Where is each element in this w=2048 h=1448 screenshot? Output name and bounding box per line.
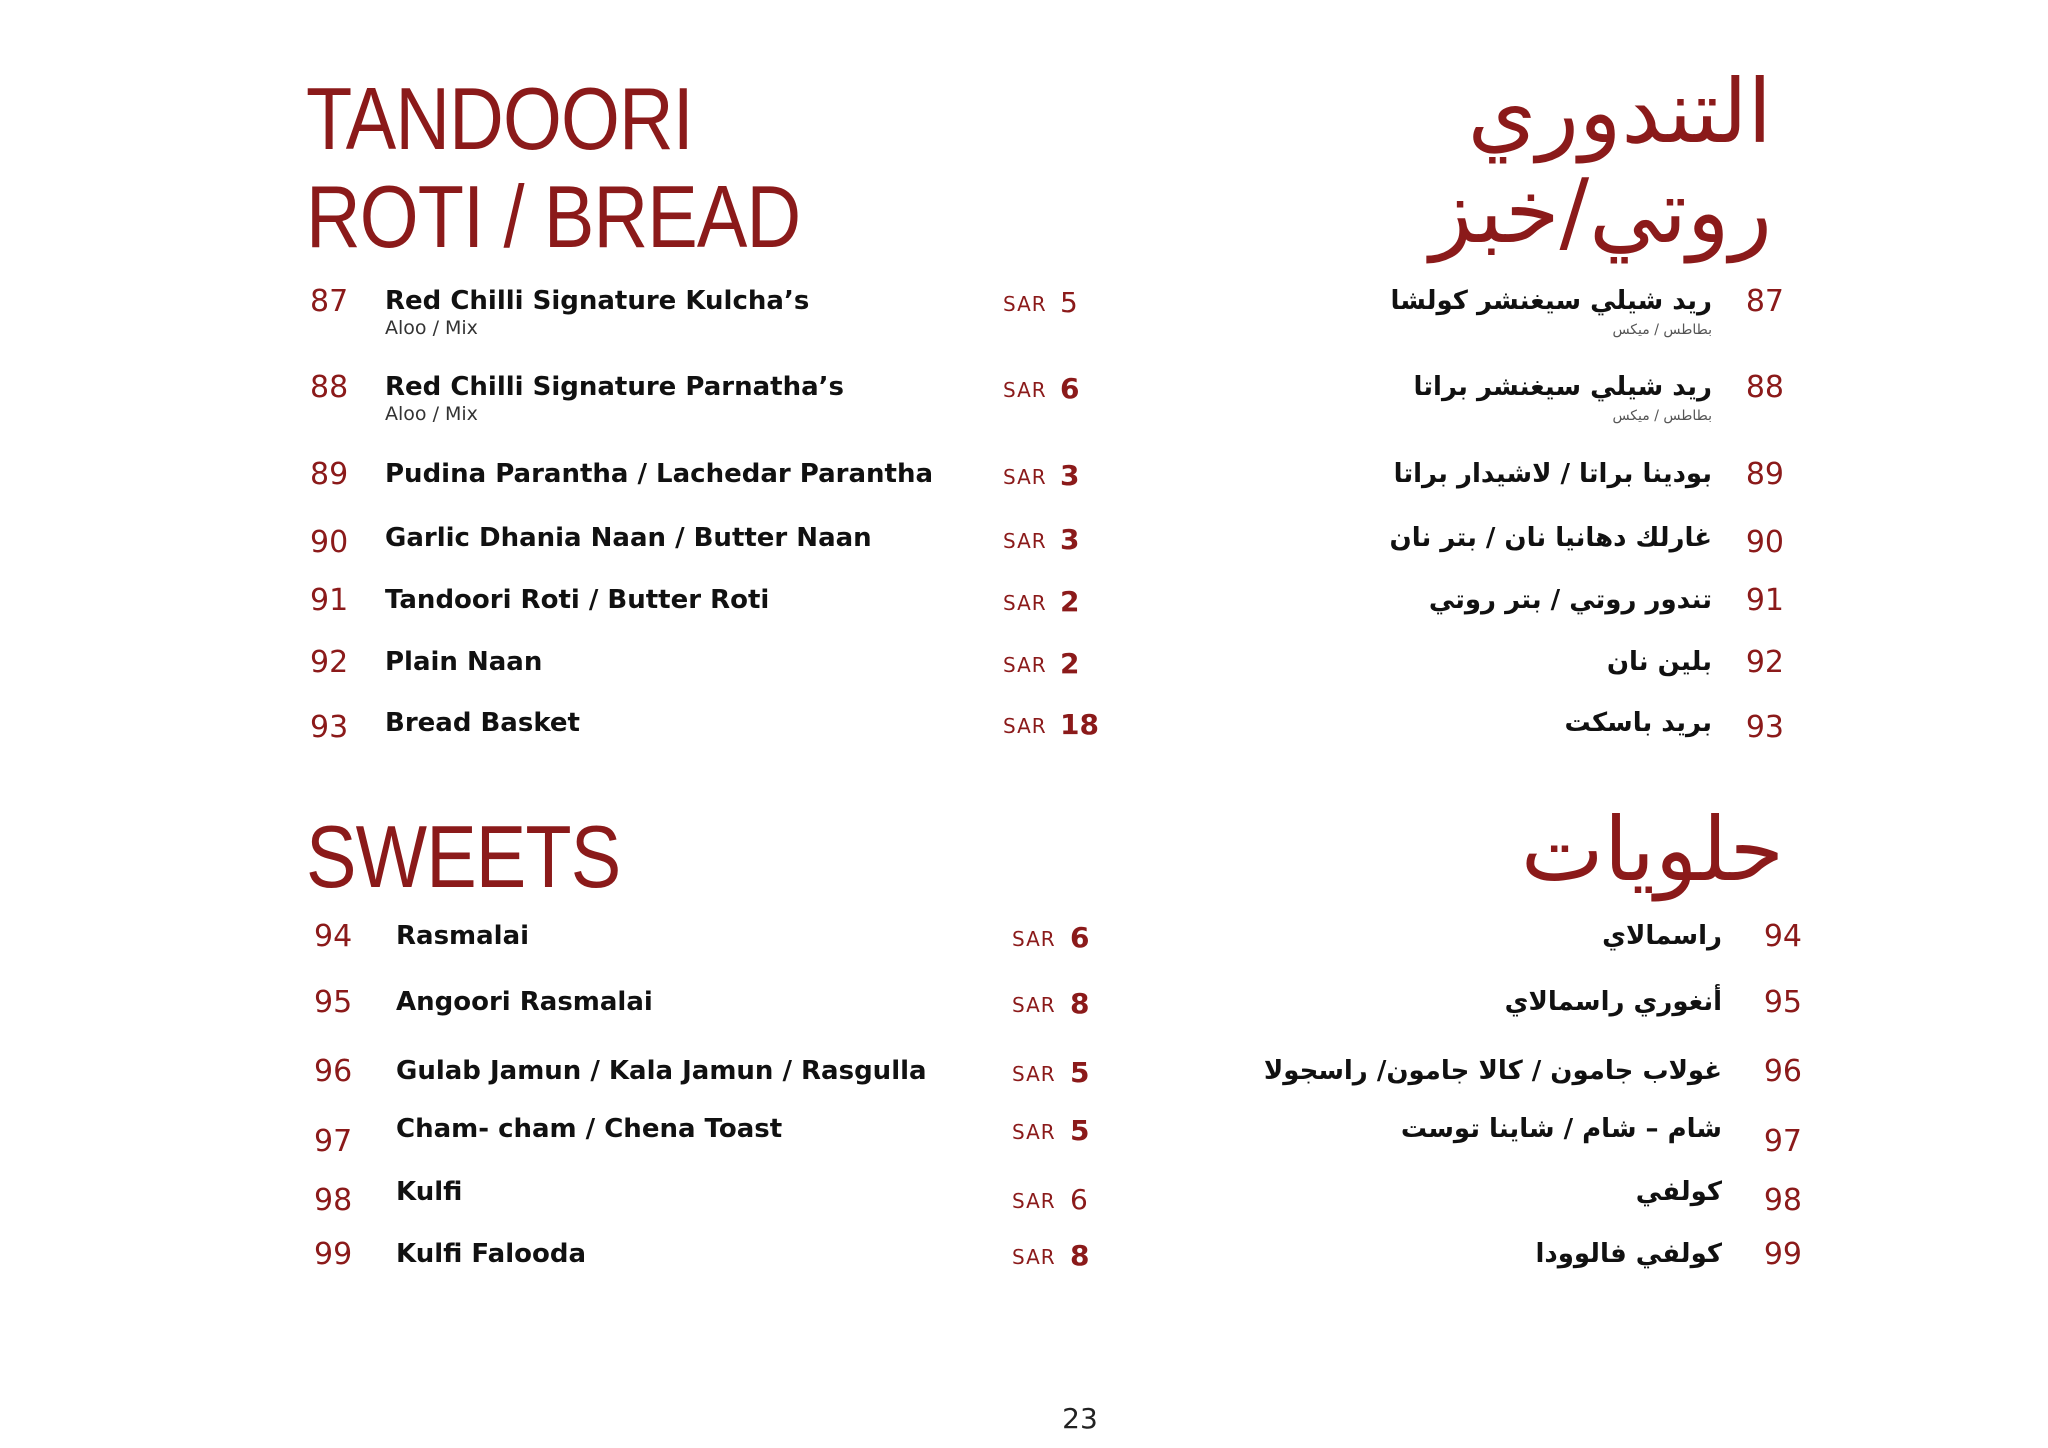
item-number: 89 [310,457,349,492]
currency-label: SAR [1003,378,1047,402]
item-name: Red Chilli Signature Parnatha’s [385,372,844,402]
section-title-sweets-arabic: حلويات [1520,798,1784,901]
item-price: 5 [1070,1114,1090,1147]
item-name-arabic: بلين نان [1606,647,1712,677]
item-number: 91 [310,583,349,618]
currency-label: SAR [1003,529,1047,553]
item-name: Red Chilli Signature Kulcha’s [385,286,810,316]
item-name: Kulfi [396,1177,463,1207]
item-price: 2 [1060,585,1080,618]
menu-item-91 [0,582,2048,632]
item-price: 3 [1060,459,1080,492]
item-name-arabic: كولفي [1635,1177,1722,1207]
item-name-arabic: أنغوري راسمالاي [1504,987,1722,1017]
item-name: Kulfi Falooda [396,1239,587,1269]
item-name-arabic: كولفي فالوودا [1535,1239,1722,1269]
item-number: 99 [314,1237,353,1272]
currency-label: SAR [1003,292,1047,316]
item-price: 8 [1070,987,1090,1020]
section-title-tandoori-arabic [1430,62,1772,262]
menu-item-88 [0,369,2048,425]
item-number: 98 [314,1183,353,1218]
currency-label: SAR [1012,993,1056,1017]
menu-item-93 [0,705,2048,755]
item-name-arabic: تندور روتي / بتر روتي [1428,585,1712,615]
item-number-arabic-side: 93 [1745,710,1784,745]
item-name-arabic: بريد باسكت [1564,708,1712,738]
item-number: 92 [310,645,349,680]
currency-label: SAR [1003,591,1047,615]
item-price: 6 [1070,1183,1088,1216]
item-price: 8 [1070,1239,1090,1272]
currency-label: SAR [1012,1120,1056,1144]
item-name: Bread Basket [385,708,580,738]
menu-item-90 [0,520,2048,570]
item-number-arabic-side: 88 [1745,370,1784,405]
section-title-tandoori-line2: ROTI / BREAD [306,167,801,266]
currency-label: SAR [1012,1062,1056,1086]
section-title-tandoori [306,70,800,266]
menu-item-92 [0,644,2048,694]
item-name: Pudina Parantha / Lachedar Parantha [385,459,934,489]
item-name: Garlic Dhania Naan / Butter Naan [385,523,872,553]
menu-item-89 [0,456,2048,506]
item-number-arabic-side: 96 [1763,1054,1802,1089]
section-title-tandoori-arabic-line1: التندوري [1467,60,1772,163]
currency-label: SAR [1003,653,1047,677]
item-number: 94 [314,919,353,954]
currency-label: SAR [1012,1189,1056,1213]
item-variant: Aloo / Mix [385,317,478,339]
item-number-arabic-side: 90 [1745,525,1784,560]
item-number-arabic-side: 99 [1763,1237,1802,1272]
menu-item-96 [0,1053,2048,1103]
item-price: 5 [1060,286,1078,319]
menu-item-87 [0,283,2048,339]
section-title-tandoori-line1: TANDOORI [306,69,693,168]
item-number-arabic-side: 98 [1763,1183,1802,1218]
item-variant-arabic: بطاطس / ميكس [1612,322,1712,338]
item-variant-arabic: بطاطس / ميكس [1612,408,1712,424]
item-price: 6 [1070,921,1090,954]
menu-item-98 [0,1174,2048,1224]
item-number: 96 [314,1054,353,1089]
currency-label: SAR [1003,714,1047,738]
currency-label: SAR [1012,1245,1056,1269]
item-name-arabic: غارلك دهانيا نان / بتر نان [1389,523,1712,553]
item-number: 97 [314,1124,353,1159]
item-number: 88 [310,370,349,405]
menu-item-94 [0,918,2048,968]
item-price: 6 [1060,372,1080,405]
item-price: 18 [1060,708,1099,741]
section-title-tandoori-arabic-line2: روتي/خبز [1430,160,1772,263]
item-number-arabic-side: 89 [1745,457,1784,492]
item-name: Plain Naan [385,647,543,677]
item-name-arabic: راسمالاي [1602,921,1722,951]
item-name-arabic: بودينا براتا / لاشيدار براتا [1393,459,1712,489]
item-number: 87 [310,284,349,319]
currency-label: SAR [1012,927,1056,951]
menu-item-97 [0,1111,2048,1161]
item-number: 93 [310,710,349,745]
currency-label: SAR [1003,465,1047,489]
item-name-arabic: ريد شيلي سيغنشر براتا [1413,372,1712,402]
item-price: 2 [1060,647,1080,680]
item-price: 5 [1070,1056,1090,1089]
item-name: Rasmalai [396,921,530,951]
item-variant: Aloo / Mix [385,403,478,425]
item-name: Tandoori Roti / Butter Roti [385,585,770,615]
item-price: 3 [1060,523,1080,556]
menu-item-95 [0,984,2048,1034]
item-name-arabic: ريد شيلي سيغنشر كولشا [1390,286,1712,316]
item-number-arabic-side: 94 [1763,919,1802,954]
item-number-arabic-side: 87 [1745,284,1784,319]
item-name: Gulab Jamun / Kala Jamun / Rasgulla [396,1056,927,1086]
item-name-arabic: شام – شام / شاينا توست [1400,1114,1722,1144]
item-number-arabic-side: 95 [1763,985,1802,1020]
item-name: Angoori Rasmalai [396,987,653,1017]
item-number: 95 [314,985,353,1020]
page-number: 23 [1062,1402,1098,1435]
item-number-arabic-side: 92 [1745,645,1784,680]
item-name: Cham- cham / Chena Toast [396,1114,783,1144]
item-number-arabic-side: 97 [1763,1124,1802,1159]
item-number-arabic-side: 91 [1745,583,1784,618]
item-name-arabic: غولاب جامون / كالا جامون/ راسجولا [1263,1056,1722,1086]
item-number: 90 [310,525,349,560]
section-title-sweets: SWEETS [306,807,621,906]
menu-item-99 [0,1236,2048,1286]
